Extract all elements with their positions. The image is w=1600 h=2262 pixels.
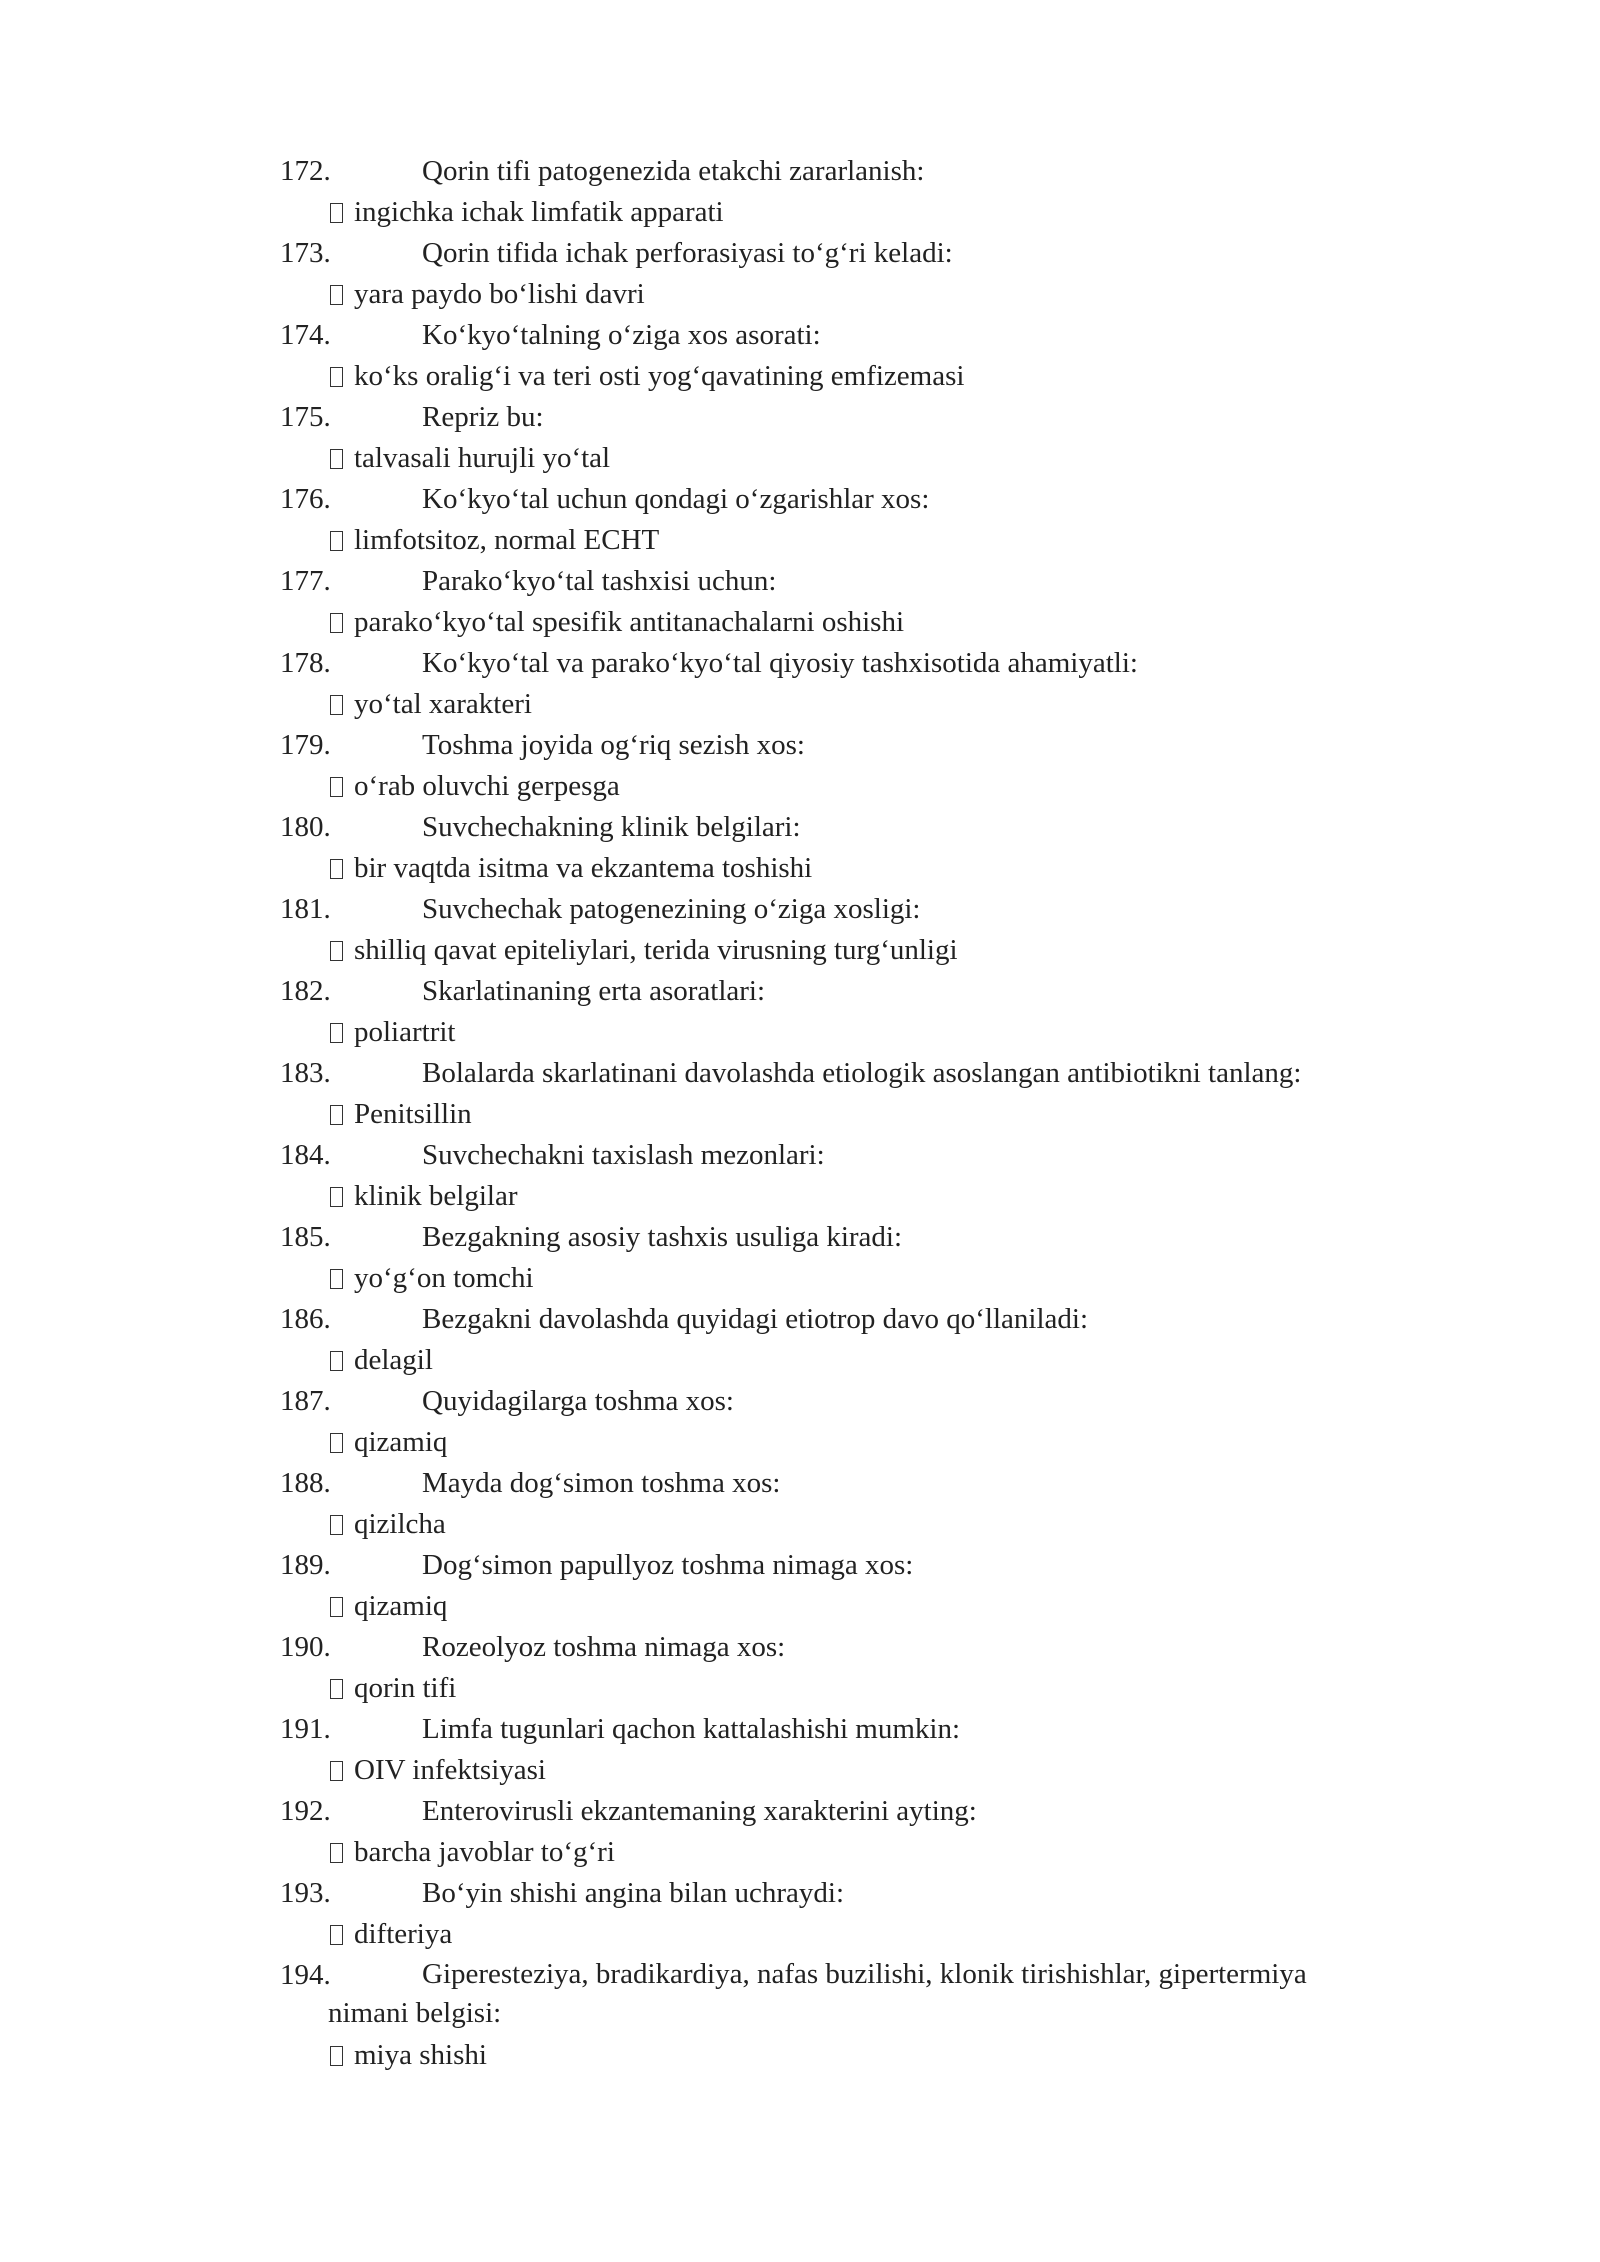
question-text: Ko‘kyo‘tal uchun qondagi o‘zgarishlar xos: [422,483,930,515]
answer-line [0,1340,1600,1381]
question-text: Bezgakni davolashda quyidagi etiotrop davo qo‘llaniladi: [422,1303,1089,1335]
question-text: Qorin tifi patogenezida etakchi zararlanish: [422,155,925,187]
answer-text: talvasali hurujli yo‘tal [354,442,611,474]
question-item [0,315,1600,397]
answer-line [0,1012,1600,1053]
question-line [0,1299,1600,1340]
question-item [0,1135,1600,1217]
question-item [0,889,1600,971]
answer-text: klinik belgilar [354,1180,518,1212]
question-text: Ko‘kyo‘talning o‘ziga xos asorati: [422,319,821,351]
answer-text: shilliq qavat epiteliylari, terida virusning turg‘unligi [354,934,958,966]
question-text: Dog‘simon papullyoz toshma nimaga xos: [422,1549,914,1581]
question-text: Suvchechakni taxislash mezonlari: [422,1139,825,1171]
question-list [0,151,1600,2076]
question-item [0,1791,1600,1873]
question-text: Suvchechakning klinik belgilari: [422,811,801,843]
question-line [0,233,1600,274]
answer-text: qorin tifi [354,1672,457,1704]
answer-line [0,438,1600,479]
question-text: Bolalarda skarlatinani davolashda etiologik asoslangan antibiotikni tanlang: [422,1057,1302,1089]
missing-glyph-box-icon [330,941,343,961]
answer-line [0,1504,1600,1545]
question-line [0,971,1600,1012]
question-line [0,397,1600,438]
answer-text: barcha javoblar to‘g‘ri [354,1836,615,1868]
missing-glyph-box-icon [330,367,343,387]
question-item [0,561,1600,643]
question-number: 187. [280,1385,331,1417]
question-number: 172. [280,155,331,187]
question-text: Skarlatinaning erta asoratlari: [422,975,766,1007]
question-number: 193. [280,1877,331,1909]
question-text: Toshma joyida og‘riq sezish xos: [422,729,805,761]
missing-glyph-box-icon [330,1843,343,1863]
question-item [0,1381,1600,1463]
answer-line [0,930,1600,971]
question-text: Repriz bu: [422,401,544,433]
question-item [0,1955,1600,2076]
answer-line [0,1914,1600,1955]
answer-text: poliartrit [354,1016,456,1048]
missing-glyph-box-icon [330,2046,343,2066]
answer-text: parako‘kyo‘tal spesifik antitanachalarni oshishi [354,606,905,638]
question-text: Rozeolyoz toshma nimaga xos: [422,1631,786,1663]
question-number: 176. [280,483,331,515]
answer-text: qizamiq [354,1426,448,1458]
answer-text: delagil [354,1344,433,1376]
answer-line [0,2035,1600,2076]
question-item [0,1545,1600,1627]
question-text: Ko‘kyo‘tal va parako‘kyo‘tal qiyosiy tashxisotida ahamiyatli: [422,647,1138,679]
question-text [328,1955,1442,2033]
missing-glyph-box-icon [330,1187,343,1207]
missing-glyph-box-icon [330,203,343,223]
question-number: 175. [280,401,331,433]
missing-glyph-box-icon [330,1351,343,1371]
question-number: 179. [280,729,331,761]
question-item [0,397,1600,479]
question-text: Mayda dog‘simon toshma xos: [422,1467,781,1499]
question-line [0,1791,1600,1832]
answer-line [0,274,1600,315]
question-number: 191. [280,1713,331,1745]
question-number: 194. [280,1959,331,1991]
question-text-line-2: nimani belgisi: [328,1997,502,2029]
question-line [0,1135,1600,1176]
answer-text: bir vaqtda isitma va ekzantema toshishi [354,852,813,884]
answer-line [0,1258,1600,1299]
answer-text: o‘rab oluvchi gerpesga [354,770,620,802]
missing-glyph-box-icon [330,859,343,879]
answer-line [0,1750,1600,1791]
answer-line [0,684,1600,725]
question-item [0,1217,1600,1299]
answer-text: miya shishi [354,2039,487,2071]
question-number: 183. [280,1057,331,1089]
question-number: 180. [280,811,331,843]
question-item [0,971,1600,1053]
answer-text: limfotsitoz, normal ECHT [354,524,660,556]
answer-text: ingichka ichak limfatik apparati [354,196,724,228]
question-number: 174. [280,319,331,351]
question-text: Parako‘kyo‘tal tashxisi uchun: [422,565,777,597]
answer-text: yara paydo bo‘lishi davri [354,278,645,310]
missing-glyph-box-icon [330,1269,343,1289]
answer-line [0,1176,1600,1217]
question-line [0,1545,1600,1586]
question-item [0,725,1600,807]
question-line [0,725,1600,766]
question-line [0,1053,1600,1094]
question-line [0,1627,1600,1668]
answer-text: yo‘tal xarakteri [354,688,532,720]
question-text-line-1: Giperesteziya, bradikardiya, nafas buzilishi, klonik tirishishlar, gipertermiya [422,1958,1307,1990]
missing-glyph-box-icon [330,1023,343,1043]
question-number: 189. [280,1549,331,1581]
answer-text: OIV infektsiyasi [354,1754,546,1786]
question-item [0,1873,1600,1955]
question-line [0,151,1600,192]
answer-text: qizamiq [354,1590,448,1622]
missing-glyph-box-icon [330,449,343,469]
question-number: 173. [280,237,331,269]
question-item [0,1627,1600,1709]
question-item [0,807,1600,889]
question-number: 178. [280,647,331,679]
question-number: 181. [280,893,331,925]
question-text: Enterovirusli ekzantemaning xarakterini ayting: [422,1795,977,1827]
answer-line [0,1094,1600,1135]
question-item [0,151,1600,233]
answer-line [0,1832,1600,1873]
question-number: 186. [280,1303,331,1335]
answer-line [0,356,1600,397]
question-line [0,315,1600,356]
question-line [0,643,1600,684]
missing-glyph-box-icon [330,695,343,715]
question-text: Suvchechak patogenezining o‘ziga xosligi: [422,893,921,925]
missing-glyph-box-icon [330,1679,343,1699]
missing-glyph-box-icon [330,777,343,797]
question-line [0,1217,1600,1258]
missing-glyph-box-icon [330,531,343,551]
missing-glyph-box-icon [330,613,343,633]
question-number: 192. [280,1795,331,1827]
question-number: 188. [280,1467,331,1499]
question-item [0,643,1600,725]
question-item [0,1709,1600,1791]
missing-glyph-box-icon [330,1761,343,1781]
answer-text: Penitsillin [354,1098,472,1130]
answer-line [0,520,1600,561]
question-item [0,233,1600,315]
question-text: Bo‘yin shishi angina bilan uchraydi: [422,1877,845,1909]
missing-glyph-box-icon [330,1597,343,1617]
answer-line [0,766,1600,807]
answer-line [0,1668,1600,1709]
question-text: Bezgakning asosiy tashxis usuliga kiradi: [422,1221,903,1253]
answer-line [0,848,1600,889]
missing-glyph-box-icon [330,1925,343,1945]
question-number: 185. [280,1221,331,1253]
answer-text: difteriya [354,1918,453,1950]
question-number: 182. [280,975,331,1007]
question-item [0,479,1600,561]
question-item [0,1053,1600,1135]
question-line [0,479,1600,520]
question-line [0,561,1600,602]
question-number: 177. [280,565,331,597]
answer-text: qizilcha [354,1508,446,1540]
answer-line [0,1586,1600,1627]
question-item [0,1463,1600,1545]
missing-glyph-box-icon [330,1433,343,1453]
answer-line [0,1422,1600,1463]
missing-glyph-box-icon [330,285,343,305]
question-text: Qorin tifida ichak perforasiyasi to‘g‘ri keladi: [422,237,953,269]
question-line [0,807,1600,848]
question-text: Limfa tugunlari qachon kattalashishi mumkin: [422,1713,961,1745]
answer-line [0,192,1600,233]
question-line [0,1955,1600,2035]
question-line [0,1709,1600,1750]
missing-glyph-box-icon [330,1515,343,1535]
question-number: 190. [280,1631,331,1663]
question-text: Quyidagilarga toshma xos: [422,1385,734,1417]
question-line [0,1463,1600,1504]
answer-text: ko‘ks oralig‘i va teri osti yog‘qavatining emfizemasi [354,360,965,392]
missing-glyph-box-icon [330,1105,343,1125]
question-line [0,1873,1600,1914]
answer-line [0,602,1600,643]
question-number: 184. [280,1139,331,1171]
question-line [0,1381,1600,1422]
question-item [0,1299,1600,1381]
answer-text: yo‘g‘on tomchi [354,1262,534,1294]
question-line [0,889,1600,930]
